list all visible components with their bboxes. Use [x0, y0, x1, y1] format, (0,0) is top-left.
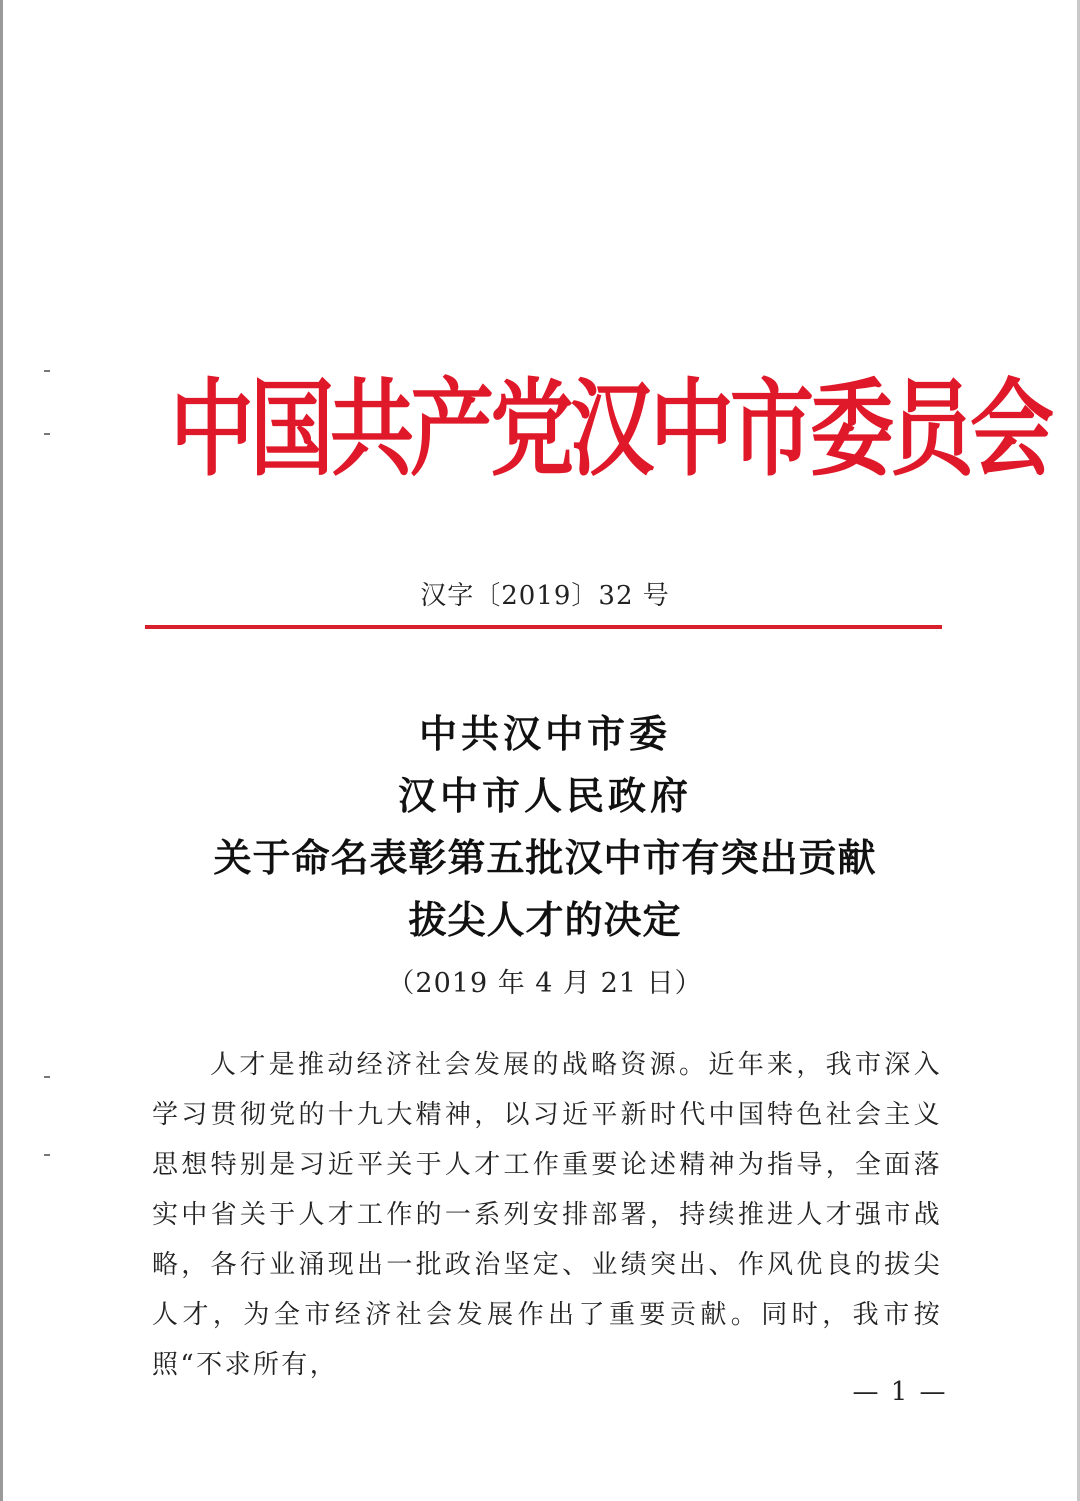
- body-paragraph: 人才是推动经济社会发展的战略资源。近年来，我市深入学习贯彻党的十九大精神，以习近平新时代中国特色社会主义思想特别是习近平关于人才工作重要论述精神为指导，全面落实中省关于人才工作的一系列安排部署，持续推进人才强市战略，各行业涌现出一批政治坚定、业绩突出、作风优良的拔尖人才，为全市经济社会发展作出了重要贡献。同时，我市按照“不求所有，: [152, 1050, 942, 1380]
- issue-date: （2019 年 4 月 21 日）: [387, 968, 703, 999]
- document-title: [150, 703, 940, 951]
- scan-mark: [44, 370, 50, 372]
- page-number: — 1 —: [852, 1377, 948, 1407]
- title-line-subject-end: 拔尖人才的决定: [408, 897, 682, 942]
- title-line-issuer-party: 中共汉中市委: [418, 711, 671, 756]
- document-number: 汉字〔2019〕32 号: [420, 581, 670, 611]
- body-text: [152, 1040, 942, 1390]
- scan-mark: [44, 1154, 50, 1156]
- scan-mark: [44, 1076, 50, 1078]
- masthead-title: 中国共产党汉中市委员会: [170, 368, 1051, 491]
- title-line-subject: 关于命名表彰第五批汉中市有突出贡献: [213, 835, 877, 880]
- scan-mark: [44, 433, 50, 435]
- title-line-issuer-government: 汉中市人民政府: [397, 773, 692, 818]
- red-divider-rule: [145, 625, 942, 629]
